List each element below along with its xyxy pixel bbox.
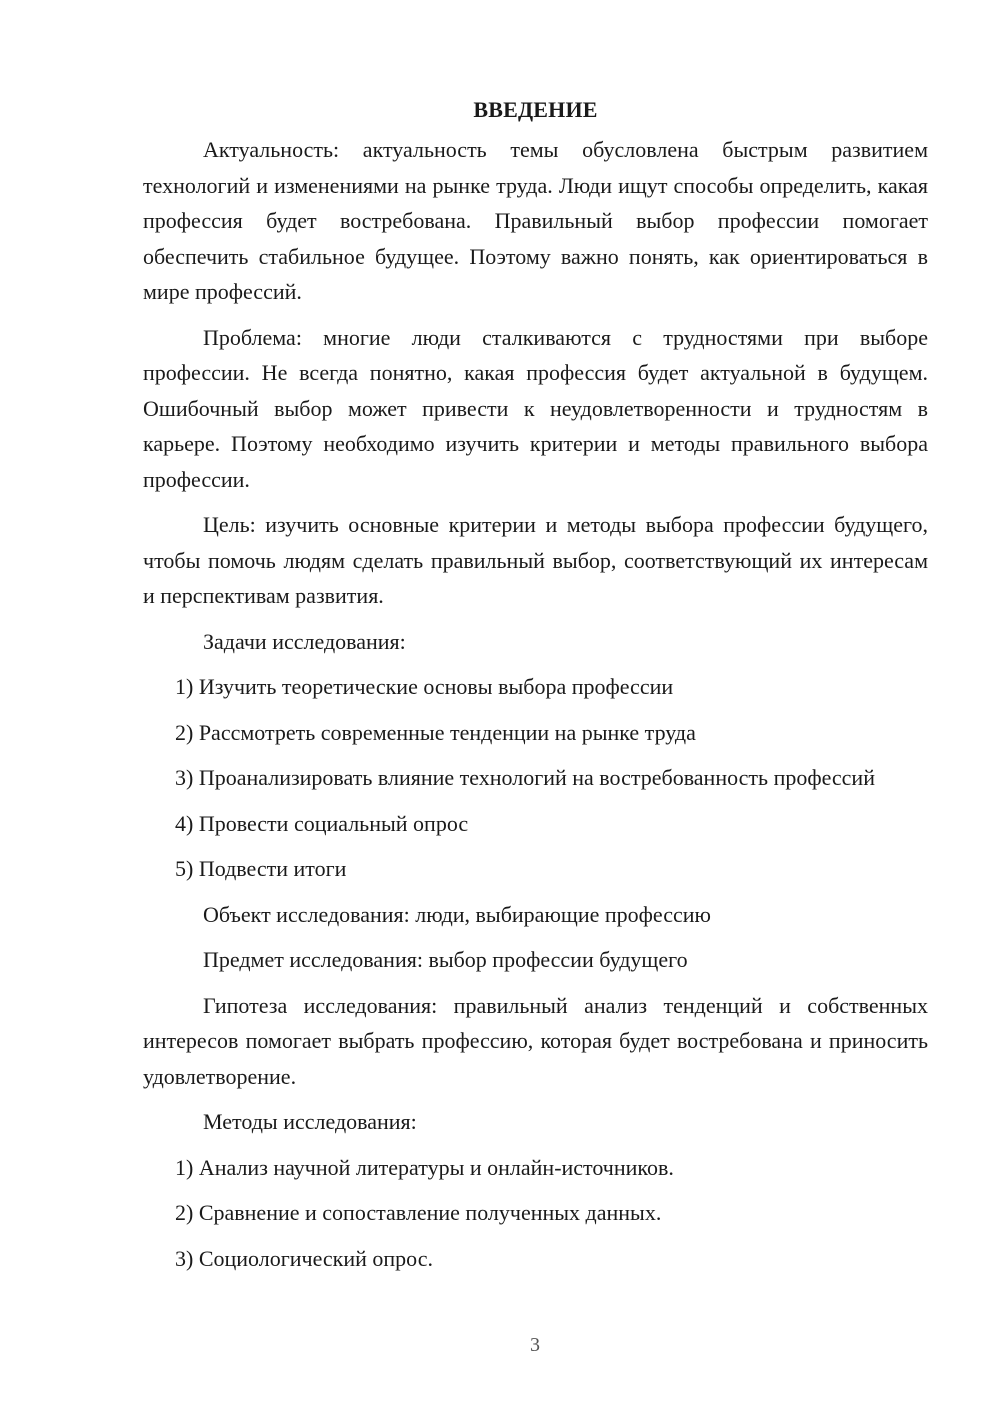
method-item-3: 3) Социологический опрос. <box>175 1245 433 1271</box>
task-item-4: 4) Провести социальный опрос <box>175 810 469 836</box>
method-item-2: 2) Сравнение и сопоставление полученных данных. <box>175 1200 662 1225</box>
method-item-1: 1) Анализ научной литературы и онлайн-источников. <box>175 1154 674 1180</box>
research-subject: Предмет исследования: выбор профессии будущего <box>203 947 688 972</box>
section-title: ВВЕДЕНИЕ <box>473 97 598 122</box>
paragraph-goal: Цель: изучить основные критерии и методы выбора профессии будущего, чтобы помочь людям сделать правильный выбор, соответствующий их интересам и перспективам развития. <box>143 512 928 608</box>
research-hypothesis: Гипотеза исследования: правильный анализ тенденций и собственных интересов помогает выбрать профессию, которая будет востребована и приносить удовлетворение. <box>143 992 928 1089</box>
task-item-3: 3) Проанализировать влияние технологий на востребованность профессий <box>175 765 875 790</box>
document-page <box>143 96 928 1286</box>
paragraph-problem: Проблема: многие люди сталкиваются с трудностями при выборе профессии. Не всегда понятно, какая профессия будет актуальной в будущем. Ошибочный выбор может привести к неудовлетворенности и трудностям в карьере. Поэтому необходимо изучить критерии и методы правильного выбора профессии. <box>143 324 928 492</box>
tasks-heading: Задачи исследования: <box>203 628 406 654</box>
paragraph-relevance: Актуальность: актуальность темы обусловлена быстрым развитием технологий и изменениями на рынке труда. Люди ищут способы определить, какая профессия будет востребована. Правильный выбор профессии помогает обеспечить стабильное будущее. Поэтому важно понять, как ориентироваться в мире профессий. <box>143 137 928 304</box>
task-item-1: 1) Изучить теоретические основы выбора профессии <box>175 674 674 699</box>
page-number: 3 <box>530 1334 540 1356</box>
task-item-5: 5) Подвести итоги <box>175 856 347 881</box>
research-object: Объект исследования: люди, выбирающие профессию <box>203 901 711 927</box>
methods-heading: Методы исследования: <box>203 1109 417 1134</box>
task-item-2: 2) Рассмотреть современные тенденции на рынке труда <box>175 719 696 745</box>
